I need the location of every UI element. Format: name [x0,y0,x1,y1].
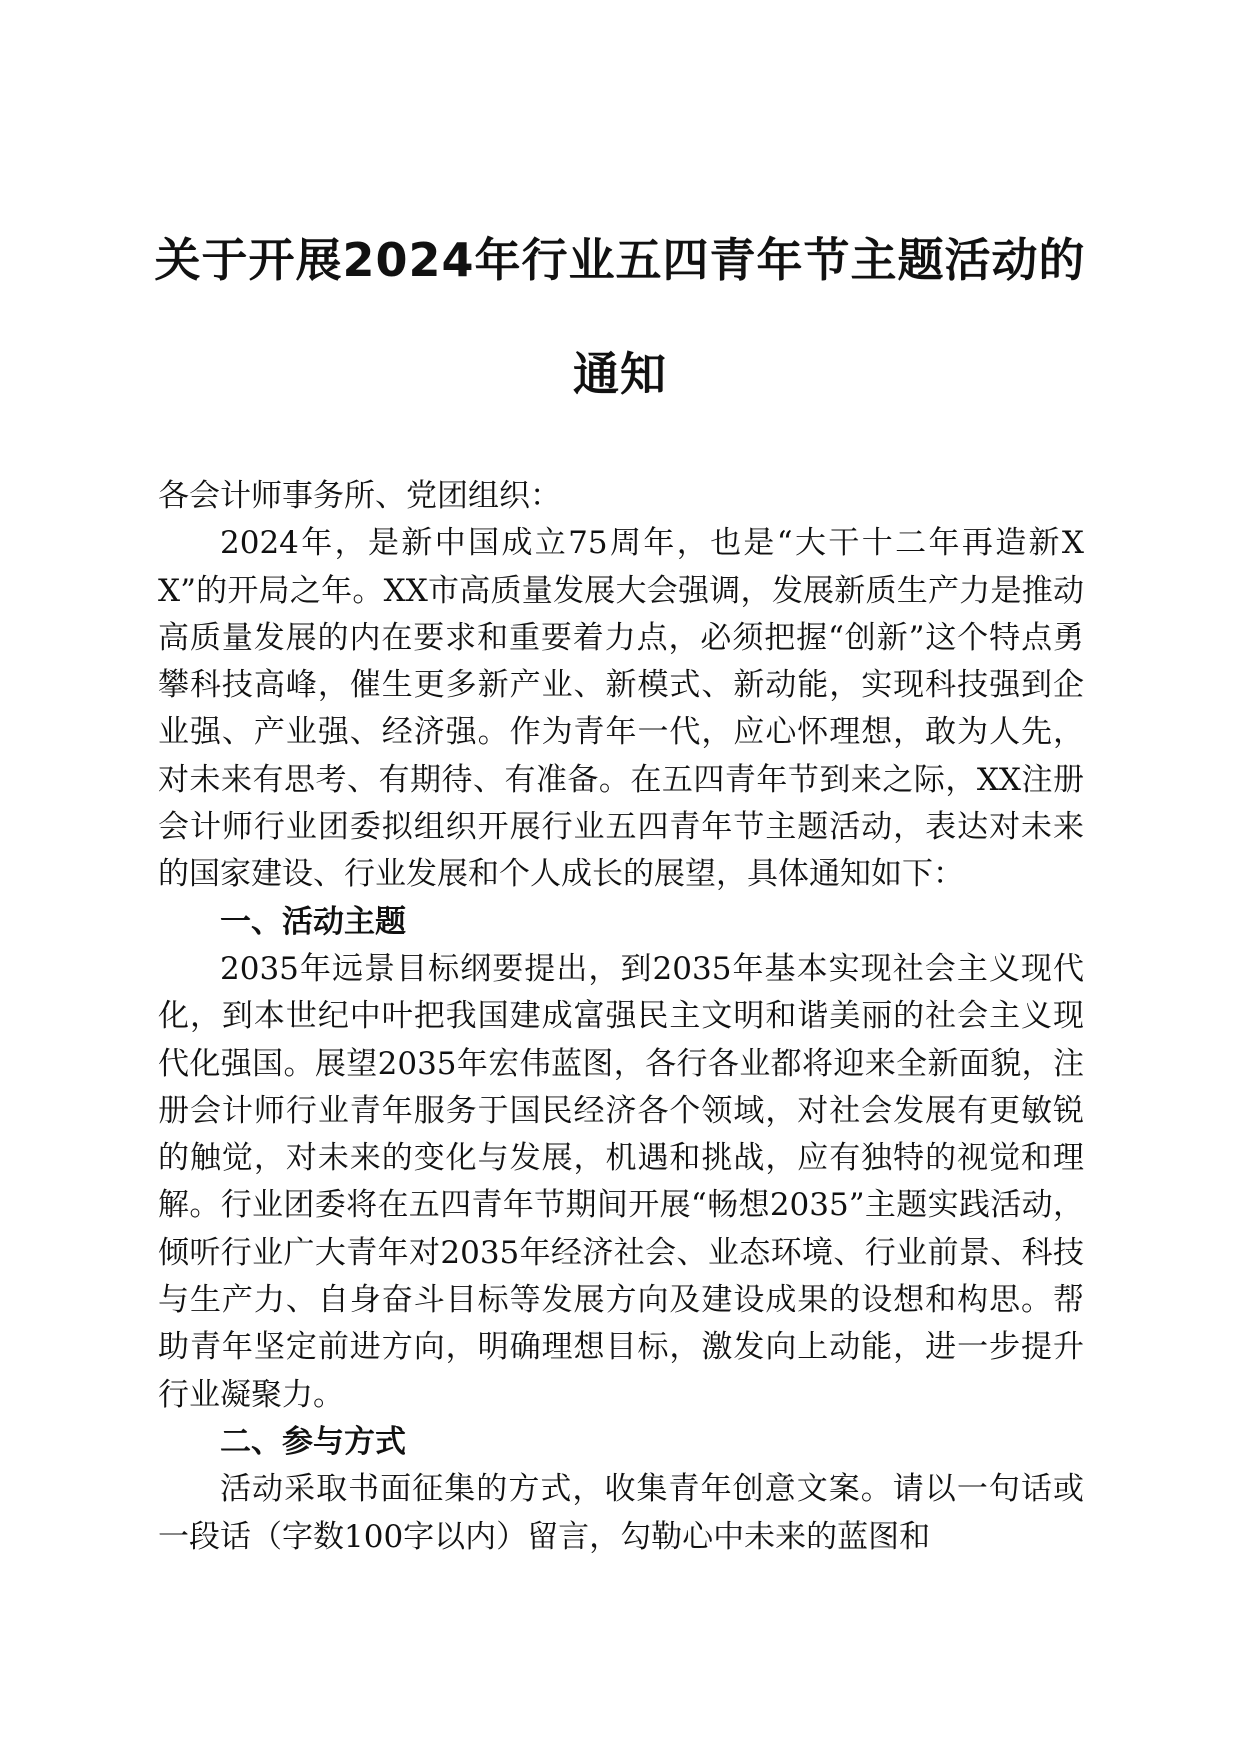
section-1-paragraph: 2035年远景目标纲要提出，到2035年基本实现社会主义现代化，到本世纪中叶把我国建成富强民主文明和谐美丽的社会主义现代化强国。展望2035年宏伟蓝图，各行各业都将迎来全新面貌，注册会计师行业青年服务于国民经济各个领域，对社会发展有更敏锐的触觉，对未来的变化与发展，机遇和挑战，应有独特的视觉和理解。行业团委将在五四青年节期间开展“畅想2035”主题实践活动，倾听行业广大青年对2035年经济社会、业态环境、行业前景、科技与生产力、自身奋斗目标等发展方向及建设成果的设想和构思。帮助青年坚定前进方向，明确理想目标，激发向上动能，进一步提升行业凝聚力。 [158,950,1084,1413]
document-title-line-2: 通知 [573,347,667,401]
document-title-line-1: 关于开展2024年行业五四青年节主题活动的 [154,233,1086,287]
section-2-paragraph: 活动采取书面征集的方式，收集青年创意文案。请以一句话或一段话（字数100字以内）留言，勾勒心中未来的蓝图和 [158,1471,1084,1555]
salutation: 各会计师事务所、党团组织： [158,478,561,514]
section-2-heading: 二、参与方式 [220,1423,406,1460]
section-1-heading: 一、活动主题 [220,903,406,940]
intro-paragraph: 2024年，是新中国成立75周年，也是“大干十二年再造新XX”的开局之年。XX市高质量发展大会强调，发展新质生产力是推动高质量发展的内在要求和重要着力点，必须把握“创新”这个特点勇攀科技高峰，催生更多新产业、新模式、新动能，实现科技强到企业强、产业强、经济强。作为青年一代，应心怀理想，敢为人先，对未来有思考、有期待、有准备。在五四青年节到来之际，XX注册会计师行业团委拟组织开展行业五四青年节主题活动，表达对未来的国家建设、行业发展和个人成长的展望，具体通知如下： [158,525,1084,893]
document-body [158,473,1084,1561]
